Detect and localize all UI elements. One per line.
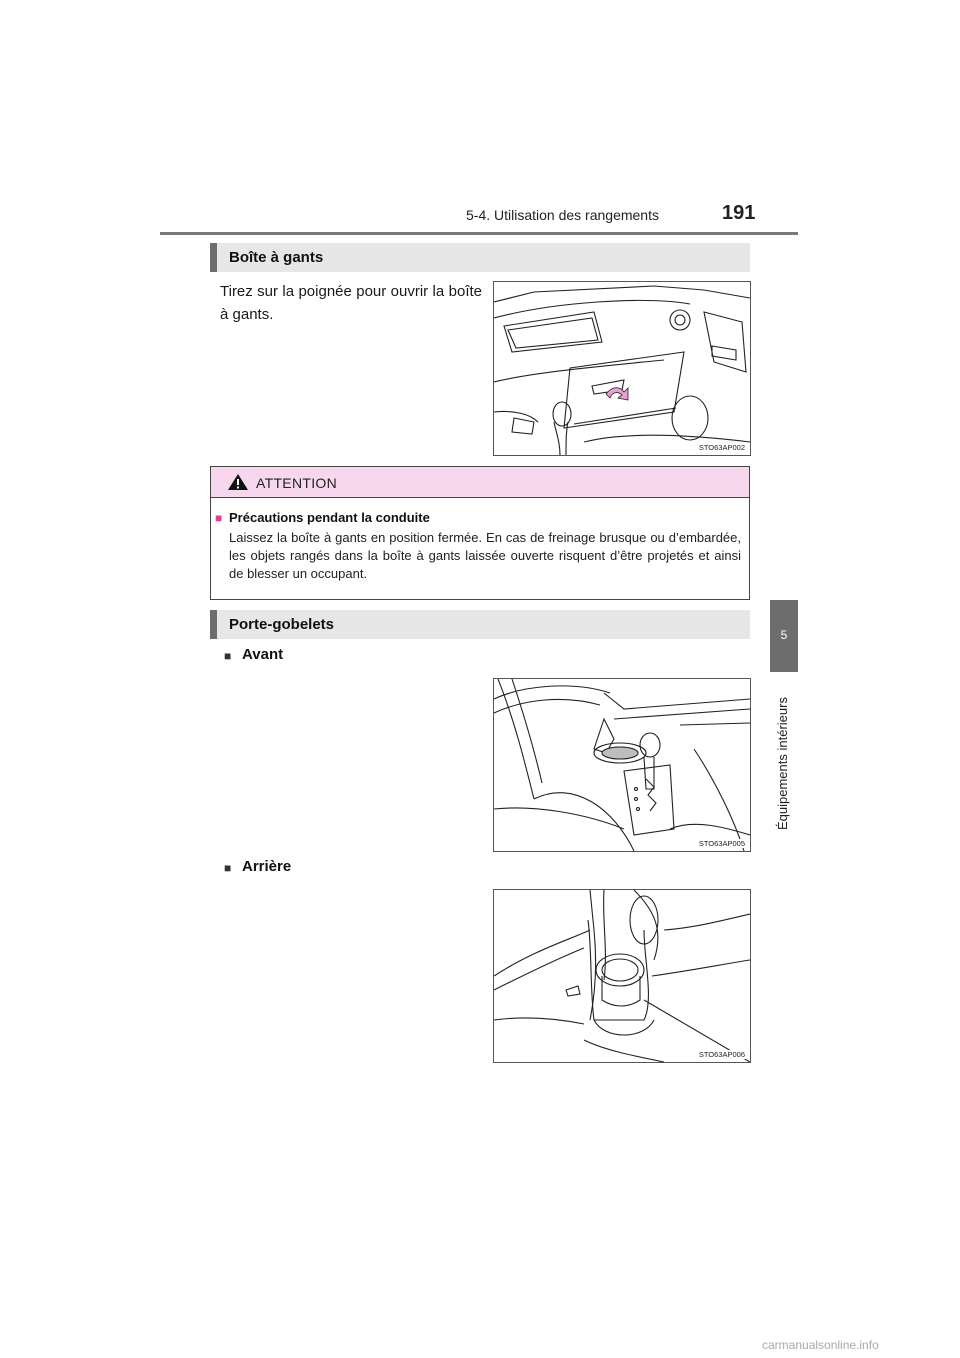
chapter-side-label-text: Équipements intérieurs (775, 697, 790, 830)
rear-cupholder-label: Arrière (242, 858, 292, 875)
watermark: carmanualsonline.info (762, 1338, 879, 1352)
attention-bullet: ■ (215, 511, 223, 525)
figure-code: STO63AP006 (698, 1050, 745, 1059)
chapter-side-label (771, 680, 795, 830)
front-cupholder-label: Avant (242, 646, 284, 663)
rear-bullet: ■ (224, 861, 232, 875)
rear-cupholder-illustration (493, 889, 751, 1063)
glovebox-instruction: Tirez sur la poignée pour ouvrir la boîte à gants. (220, 283, 482, 323)
chapter-tab-number: 5 (780, 628, 788, 642)
front-cupholder-drawing (494, 679, 750, 851)
attention-label: ATTENTION (256, 475, 337, 491)
header-divider (160, 232, 798, 235)
attention-header (211, 467, 749, 498)
chapter-title: 5-4. Utilisation des rangements (466, 207, 659, 223)
page-number: 191 (722, 202, 756, 224)
section-heading-glovebox-text: Boîte à gants (229, 249, 324, 266)
glovebox-drawing (494, 282, 750, 455)
section-heading-glovebox (210, 243, 750, 272)
front-bullet: ■ (224, 649, 232, 663)
warning-triangle-icon (227, 473, 249, 491)
section-heading-cupholders-text: Porte-gobelets (229, 616, 335, 633)
attention-subheading: Précautions pendant la conduite (229, 510, 430, 525)
glovebox-illustration (493, 281, 751, 456)
figure-code: STO63AP005 (698, 839, 745, 848)
attention-box (210, 466, 750, 600)
rear-cupholder-drawing (494, 890, 750, 1062)
attention-text: Laissez la boîte à gants en position fermée. En cas de freinage brusque ou d’embardée, les objets rangés dans la boîte à gants laissée ouverte risquent d’être projetés et ainsi de blesser un occupant. (229, 530, 741, 581)
section-heading-cupholders (210, 610, 750, 639)
figure-code: STO63AP002 (698, 443, 745, 452)
front-cupholder-illustration (493, 678, 751, 852)
